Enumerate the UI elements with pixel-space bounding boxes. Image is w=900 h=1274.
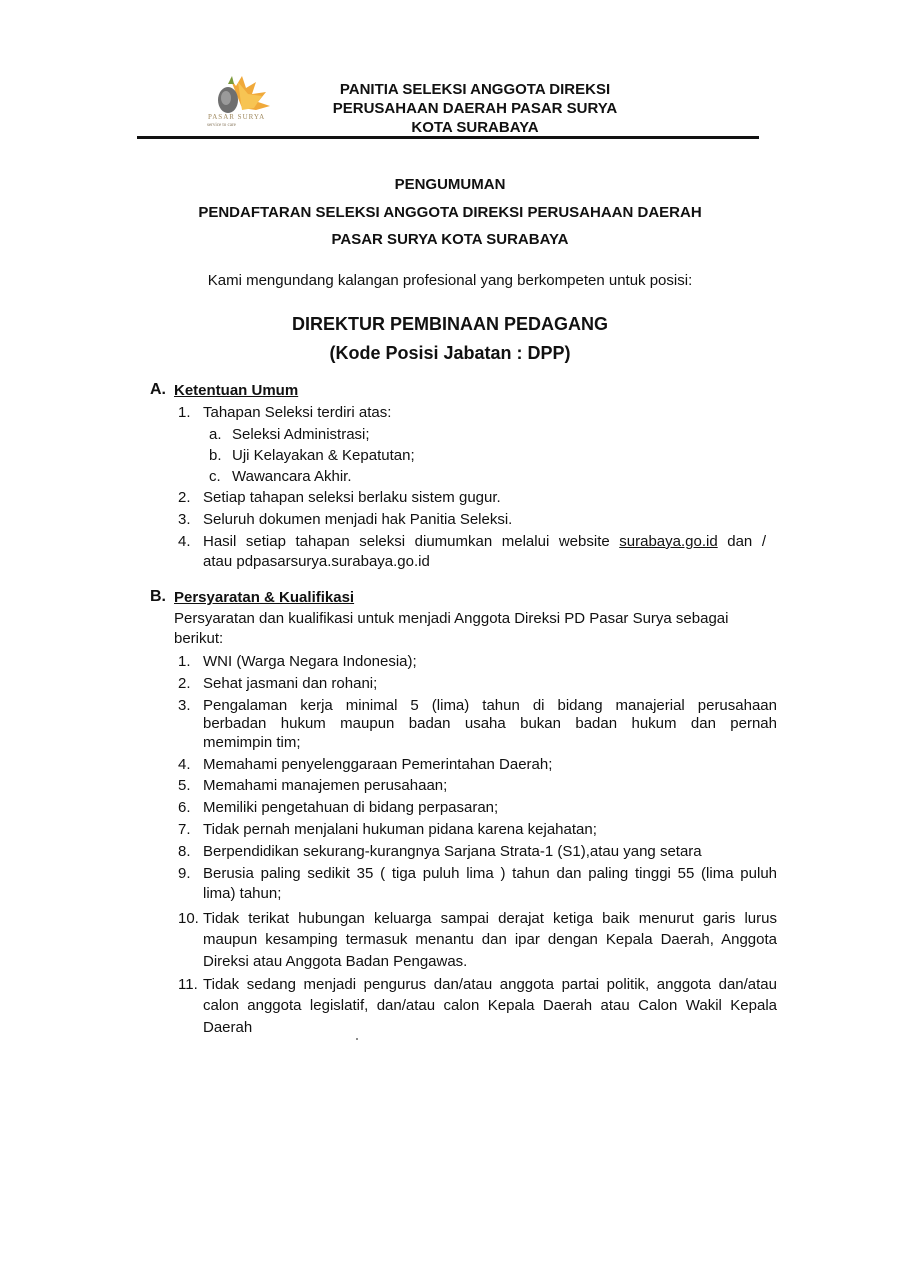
requirement-1-line-1: WNI (Warga Negara Indonesia); [203,653,417,670]
requirement-3-line-3: memimpin tim; [203,734,301,751]
requirement-7-number: 7. [178,821,191,838]
letterhead-line-2: PERUSAHAAN DAERAH PASAR SURYA [332,100,618,117]
requirement-9-line-1: Berusia paling sedikit 35 ( tiga puluh lima ) tahun dan paling tinggi 55 (lima puluh [203,865,777,882]
requirement-6-line-1: Memiliki pengetahuan di bidang perpasaran; [203,799,499,816]
requirement-8-number: 8. [178,843,191,860]
requirement-1-number: 1. [178,653,191,670]
section-a-subitem-a-letter: a. [209,426,222,443]
announcement-heading: PENGUMUMAN [394,176,506,193]
requirement-9-number: 9. [178,865,191,882]
section-a-subitem-b-letter: b. [209,447,222,464]
section-a-item-3-text: Seluruh dokumen menjadi hak Panitia Seleksi. [203,511,513,528]
requirement-9-line-2: lima) tahun; [203,885,282,902]
requirement-11-line-2: calon anggota legislatif, dan/atau calon Kepala Daerah atau Calon Wakil Kepala [203,997,777,1014]
requirement-4-line-1: Memahami penyelenggaraan Pemerintahan Daerah; [203,756,553,773]
requirement-7-line-1: Tidak pernah menjalani hukuman pidana karena kejahatan; [203,821,597,838]
section-a-subitem-c-letter: c. [209,468,221,485]
section-b-intro-line-1: Persyaratan dan kualifikasi untuk menjadi Anggota Direksi PD Pasar Surya sebagai [174,610,729,627]
position-title: DIREKTUR PEMBINAAN PEDAGANG [291,314,608,334]
section-a-item-1-text: Tahapan Seleksi terdiri atas: [203,404,392,421]
letterhead-divider [137,136,759,139]
section-b-intro-line-2: berikut: [174,630,224,647]
announcement-intro: Kami mengundang kalangan profesional yang berkompeten untuk posisi: [207,272,693,289]
scan-speck [356,1038,358,1040]
section-a-subitem-a-text: Seleksi Administrasi; [232,426,370,443]
section-a-item-4-line-1 [203,533,766,550]
section-a-subitem-b-text: Uji Kelayakan & Kepatutan; [232,447,415,464]
requirement-11-line-3: Daerah [203,1019,253,1036]
requirement-3-line-2: berbadan hukum maupun badan usaha bukan badan hukum dan pernah [203,715,777,732]
requirement-10-line-1: Tidak terikat hubungan keluarga sampai derajat ketiga baik menurut garis lurus [203,910,777,927]
letterhead-title [300,80,650,137]
logo-tagline: service to care [207,123,236,128]
section-a-item-1-number: 1. [178,404,191,421]
section-a-item-3-number: 3. [178,511,191,528]
section-a-item-4-number: 4. [178,533,191,550]
section-b-title: Persyaratan & Kualifikasi [174,589,355,606]
section-a-title: Ketentuan Umum [174,382,299,399]
requirement-2-number: 2. [178,675,191,692]
requirement-8-line-1: Berpendidikan sekurang-kurangnya Sarjana Strata-1 (S1),atau yang setara [203,843,702,860]
letterhead-line-1: PANITIA SELEKSI ANGGOTA DIREKSI [339,81,611,98]
requirement-6-number: 6. [178,799,191,816]
requirement-3-number: 3. [178,697,191,714]
announcement-title-line-2: PASAR SURYA KOTA SURABAYA [331,231,569,248]
letterhead-line-3: KOTA SURABAYA [411,119,539,136]
announcement-title-line-1: PENDAFTARAN SELEKSI ANGGOTA DIREKSI PERUSAHAAN DAERAH [198,204,702,221]
section-b-letter: B. [150,588,166,605]
website-link-surabaya[interactable]: surabaya.go.id [619,533,718,550]
section-a-item-4-text-end: dan / [727,533,766,550]
section-a-subitem-c-text: Wawancara Akhir. [232,468,352,485]
section-a-item-2-text: Setiap tahapan seleksi berlaku sistem gugur. [203,489,501,506]
requirement-11-number: 11. [178,976,198,993]
requirement-3-line-1: Pengalaman kerja minimal 5 (lima) tahun di bidang manajerial perusahaan [203,697,777,714]
requirement-2-line-1: Sehat jasmani dan rohani; [203,675,378,692]
requirement-5-line-1: Memahami manajemen perusahaan; [203,777,448,794]
requirement-4-number: 4. [178,756,191,773]
section-a-item-2-number: 2. [178,489,191,506]
section-a-letter: A. [150,381,166,398]
requirement-10-line-2: maupun kesamping termasuk menantu dan ipar dengan Kepala Daerah, Anggota [203,931,777,948]
logo-wordmark: PASAR SURYA [208,113,266,121]
requirement-5-number: 5. [178,777,191,794]
position-code: (Kode Posisi Jabatan : DPP) [329,343,571,363]
section-a-item-4-line-2: atau pdpasarsurya.surabaya.go.id [203,553,430,570]
requirement-10-line-3: Direksi atau Anggota Badan Pengawas. [203,953,468,970]
requirement-10-number: 10. [178,910,199,927]
requirement-11-line-1: Tidak sedang menjadi pengurus dan/atau anggota partai politik, anggota dan/atau [203,976,777,993]
section-a-item-4-text-start: Hasil setiap tahapan seleksi diumumkan melalui website [203,533,610,550]
